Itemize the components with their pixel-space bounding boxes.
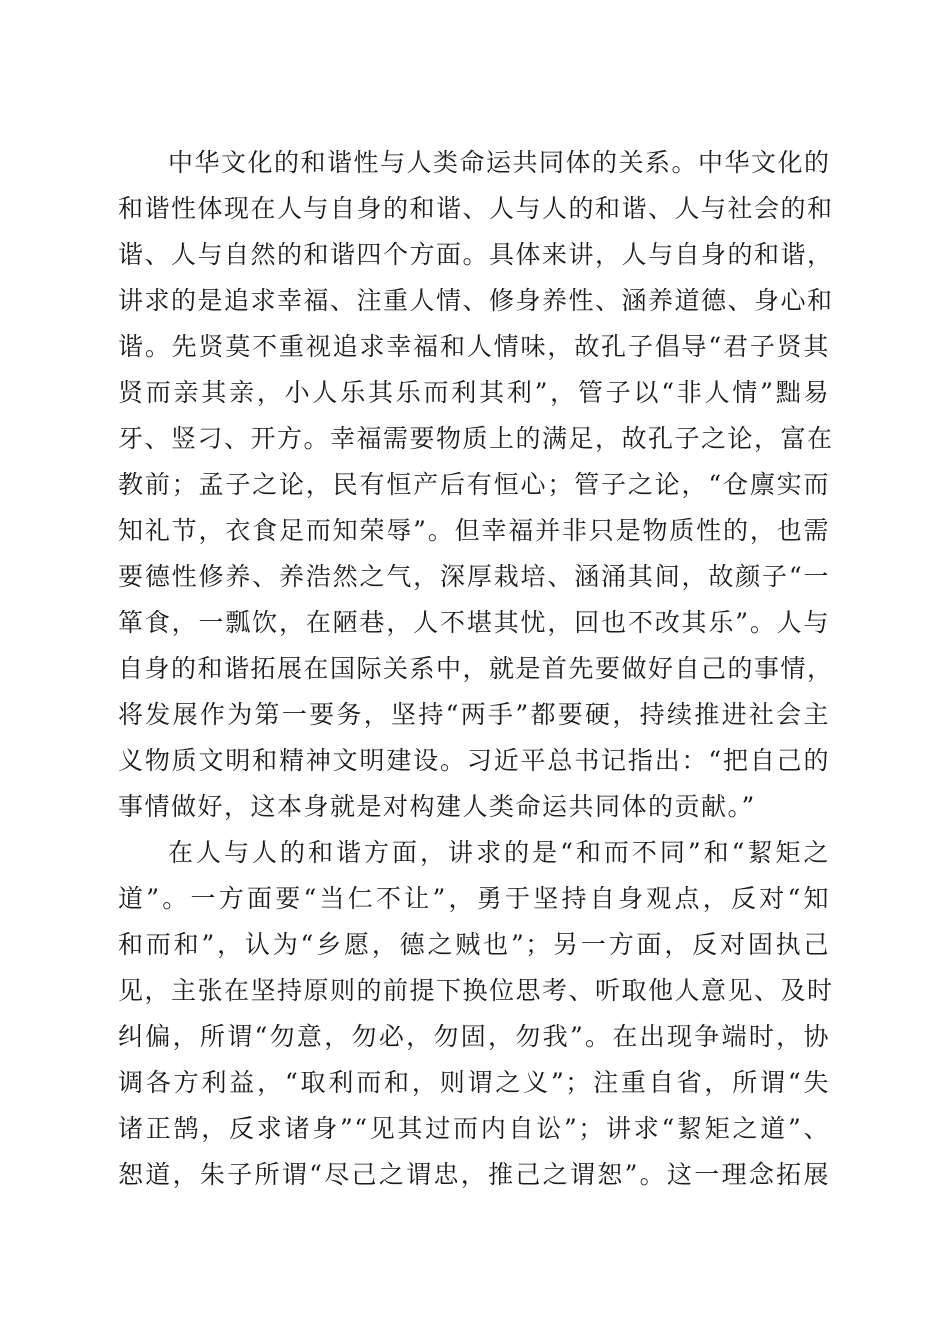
text-line: 事情做好，这本身就是对构建人类命运共同体的贡献。” <box>118 792 756 821</box>
body-text <box>118 140 834 1198</box>
text-line: 恕道，朱子所谓“尽己之谓忠，推己之谓恕”。这一理念拓展 <box>118 1160 830 1189</box>
paragraph-1 <box>118 140 834 830</box>
text-line: 道”。一方面要“当仁不让”，勇于坚持自身观点，反对“知 <box>118 884 830 913</box>
text-line: 见，主张在坚持原则的前提下换位思考、听取他人意见、及时 <box>118 976 834 1005</box>
text-line: 贤而亲其亲，小人乐其乐而利其利”，管子以“非人情”黜易 <box>118 378 830 407</box>
text-line: 和谐性体现在人与自身的和谐、人与人的和谐、人与社会的和 <box>118 194 834 223</box>
text-line: 调各方利益，“取利而和，则谓之义”；注重自省，所谓“失 <box>118 1068 830 1097</box>
text-line: 诸正鹄，反求诸身”“见其过而内自讼”；讲求“絜矩之道”、 <box>118 1114 830 1143</box>
text-line: 箪食，一瓢饮，在陋巷，人不堪其忧，回也不改其乐”。人与 <box>118 608 830 637</box>
text-line: 讲求的是追求幸福、注重人情、修身养性、涵养道德、身心和 <box>118 286 834 315</box>
text-line: 纠偏，所谓“勿意，勿必，勿固，勿我”。在出现争端时，协 <box>118 1022 830 1051</box>
text-line: 谐、人与自然的和谐四个方面。具体来讲，人与自身的和谐， <box>118 240 834 269</box>
text-line: 自身的和谐拓展在国际关系中，就是首先要做好自己的事情， <box>118 654 834 683</box>
text-line: 知礼节，衣食足而知荣辱”。但幸福并非只是物质性的，也需 <box>118 516 830 545</box>
text-line: 将发展作为第一要务，坚持“两手”都要硬，持续推进社会主 <box>118 700 830 729</box>
text-line: 和而和”，认为“乡愿，德之贼也”；另一方面，反对固执己 <box>118 930 830 959</box>
paragraph-2 <box>118 830 834 1198</box>
text-line: 在人与人的和谐方面，讲求的是“和而不同”和“絜矩之 <box>168 838 830 867</box>
text-line: 教前；孟子之论，民有恒产后有恒心；管子之论，“仓廪实而 <box>118 470 830 499</box>
text-line: 中华文化的和谐性与人类命运共同体的关系。中华文化的 <box>168 148 831 177</box>
text-line: 义物质文明和精神文明建设。习近平总书记指出：“把自己的 <box>118 746 830 775</box>
text-line: 谐。先贤莫不重视追求幸福和人情味，故孔子倡导“君子贤其 <box>118 332 830 361</box>
text-line: 牙、竖刁、开方。幸福需要物质上的满足，故孔子之论，富在 <box>118 424 834 453</box>
text-line: 要德性修养、养浩然之气，深厚栽培、涵涌其间，故颜子“一 <box>118 562 830 591</box>
